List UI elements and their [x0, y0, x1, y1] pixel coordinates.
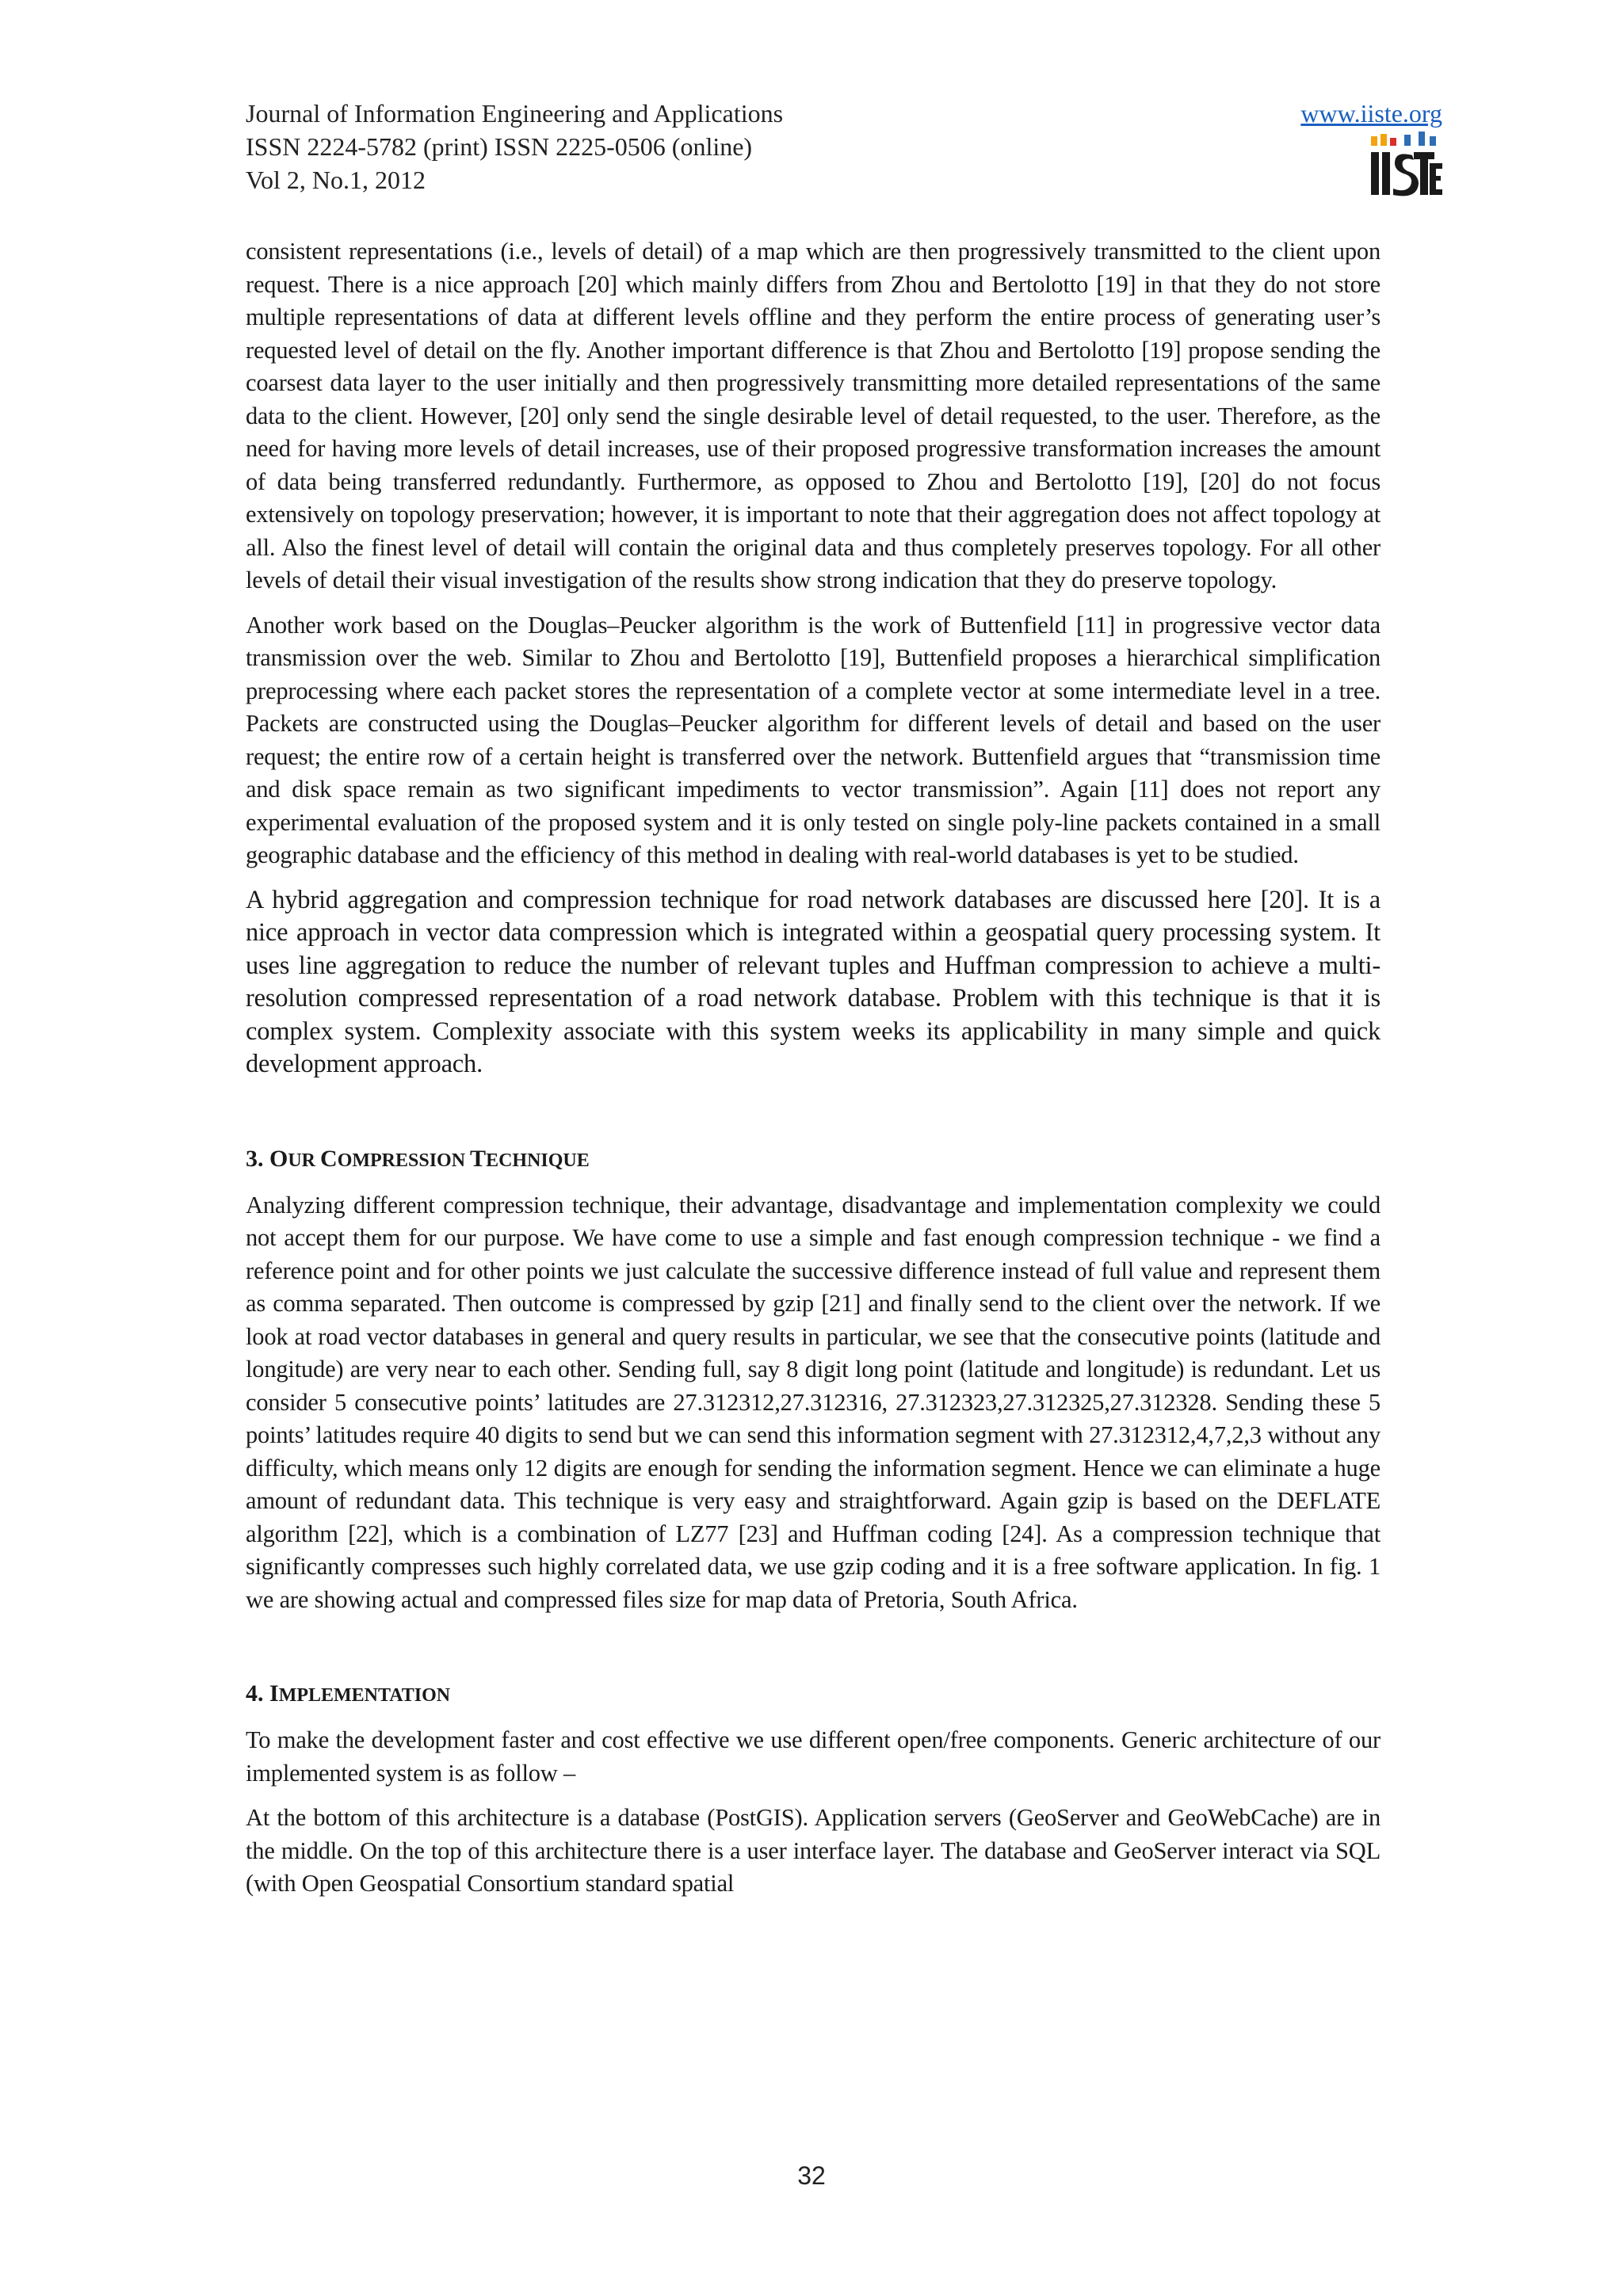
- page-number: 32: [797, 2161, 826, 2190]
- logo-bar-4: [1404, 135, 1411, 146]
- logo-letter-t-stem: [1420, 152, 1428, 195]
- logo-letter-e-mid: [1430, 176, 1441, 181]
- logo-letter-i1: [1371, 152, 1379, 195]
- logo-letter-i2: [1382, 152, 1390, 195]
- article-body: [246, 235, 1381, 1901]
- logo-bar-2: [1381, 134, 1387, 146]
- page-header: [246, 97, 1442, 208]
- logo-bar-6: [1430, 136, 1436, 146]
- logo-bar-3: [1390, 138, 1396, 146]
- paragraph-hybrid-aggregation: A hybrid aggregation and compression technique for road network databases are discussed here [20]. It is a nice approach in vector data compression which is integrated within a geospatial query processing system. It uses line aggregation to reduce the number of relevant tuples and Huffman compression to achieve a multi-resolution compressed representation of a road network database. Problem with this technique is that it is complex system. Complexity associate with this system weeks its applicability in many simple and quick development approach.: [246, 885, 1381, 1078]
- paragraph-architecture: At the bottom of this architecture is a database (PostGIS). Application servers (GeoServer and GeoWebCache) are in the middle. On the top of this architecture there is a user interface layer. The database and GeoServer interact via SQL (with Open Geospatial Consortium standard spatial: [246, 1804, 1381, 1897]
- journal-website-link[interactable]: www.iiste.org: [1300, 99, 1442, 128]
- journal-title: Journal of Information Engineering and Applications: [246, 99, 784, 128]
- paragraph-progressive-lod: consistent representations (i.e., levels of detail) of a map which are then progressively transmitted to the client upon request. There is a nice approach [20] which mainly differs from Zhou and Bertolotto [19] in that they do not store multiple representations of data at different levels offline and they perform the entire process of generating user’s requested level of detail on the fly. Another important difference is that Zhou and Bertolotto [19] propose sending the coarsest data layer to the user initially and then progressively transmitting more detailed representations of the same data to the client. However, [20] only send the single desirable level of detail requested, to the user. Therefore, as the need for having more levels of detail increases, use of their proposed progressive transformation increases the amount of data being transferred redundantly. Furthermore, as opposed to Zhou and Bertolotto [19], [20] do not focus extensively on topology preservation; however, it is important to note that their aggregation does not affect topology at all. Also the finest level of detail will contain the original data and thus completely preserves topology. For all other levels of detail their visual investigation of the results show strong indication that they do preserve topology.: [246, 238, 1381, 593]
- section-3-heading: 3. OUR COMPRESSION TECHNIQUE: [246, 1145, 590, 1172]
- paragraph-buttenfield: Another work based on the Douglas–Peucker algorithm is the work of Buttenfield [11] in progressive vector data transmission over the web. Similar to Zhou and Bertolotto [19], Buttenfield proposes a hierarchical simplification preprocessing where each packet stores the representation of a complete vector at some intermediate level in a tree. Packets are constructed using the Douglas–Peucker algorithm for different levels of detail and based on the user request; the entire row of a certain height is transferred over the network. Buttenfield argues that “transmission time and disk space remain as two significant impediments to vector transmission”. Again [11] does not report any experimental evaluation of the proposed system and it is only tested on single poly-line packets contained in a small geographic database and the efficiency of this method in dealing with real-world databases is yet to be studied.: [246, 611, 1381, 868]
- logo-bar-5: [1419, 132, 1425, 146]
- volume-line: Vol 2, No.1, 2012: [246, 166, 426, 194]
- paragraph-compression-technique: Analyzing different compression technique, their advantage, disadvantage and implementation complexity we could not accept them for our purpose. We have come to use a simple and fast enough compression technique - we find a reference point and for other points we just calculate the successive difference instead of full value and represent them as comma separated. Then outcome is compressed by gzip [21] and finally send to the client over the network. If we look at road vector databases in general and query results in particular, we see that the consecutive points (latitude and longitude) are very near to each other. Sending full, say 8 digit long point (latitude and longitude) is redundant. Let us consider 5 consecutive points’ latitudes are 27.312312,27.312316, 27.312323,27.312325,27.312328. Sending these 5 points’ latitudes require 40 digits to send but we can send this information segment with 27.312312,4,7,2,3 without any difficulty, which means only 12 digits are enough for sending the information segment. Hence we can eliminate a huge amount of redundant data. This technique is very easy and straightforward. Again gzip is based on the DEFLATE algorithm [22], which is a combination of LZ77 [23] and Huffman coding [24]. As a compression technique that significantly compresses such highly correlated data, we use gzip coding and it is a free software application. In fig. 1 we are showing actual and compressed files size for map data of Pretoria, South Africa.: [246, 1191, 1381, 1613]
- issn-line: ISSN 2224-5782 (print) ISSN 2225-0506 (online): [246, 132, 753, 161]
- iiste-logo: [1369, 132, 1442, 198]
- section-4-heading: 4. IMPLEMENTATION: [246, 1680, 451, 1707]
- logo-letter-s: [1393, 154, 1419, 196]
- paragraph-implementation-intro: To make the development faster and cost effective we use different open/free components. Generic architecture of our implemented system is as follow –: [246, 1726, 1381, 1787]
- logo-bar-1: [1371, 136, 1377, 146]
- logo-letter-e-bottom: [1430, 189, 1442, 195]
- logo-letter-e-top: [1430, 163, 1442, 169]
